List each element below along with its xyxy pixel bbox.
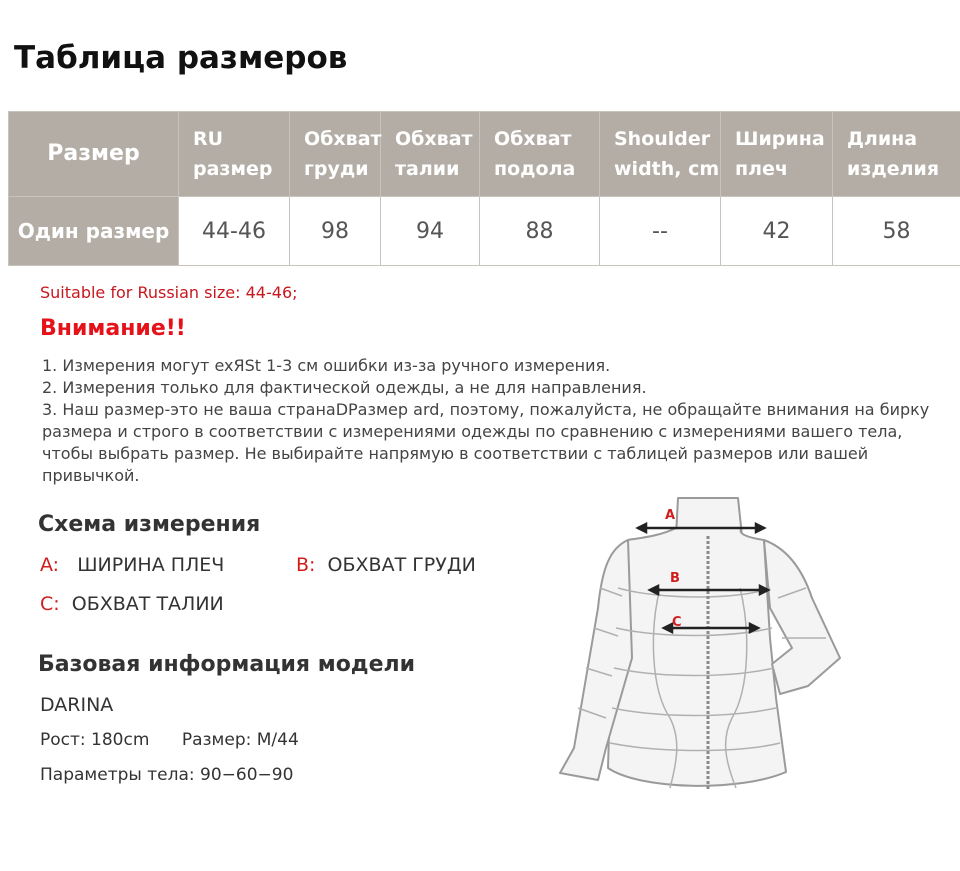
- legend-label: ОБХВАТ ТАЛИИ: [71, 593, 224, 615]
- legend-key: A:: [40, 554, 60, 576]
- height-value: 180cm: [91, 730, 150, 750]
- header-size: Размер: [9, 112, 179, 197]
- legend-label: ШИРИНА ПЛЕЧ: [77, 554, 225, 576]
- note-line: 2. Измерения только для фактической одежды, а не для направления.: [42, 378, 647, 397]
- legend-a: [40, 554, 224, 576]
- size-value: M/44: [256, 730, 299, 750]
- legend-key: C:: [40, 593, 60, 615]
- mark-c: C: [672, 615, 682, 630]
- size-table: [8, 111, 960, 266]
- legend-b: [296, 554, 476, 576]
- right-sleeve-shape: [764, 540, 840, 694]
- header-chest: Обхват груди: [290, 112, 381, 197]
- note-line: 3. Наш размер-это не ваша странаDPазмер ard, поэтому, пожалуйста, не обращайте внимания на бирку: [42, 400, 930, 419]
- model-name: DARINA: [40, 694, 114, 716]
- header-shoulder-width-ru: Ширина плеч: [721, 112, 833, 197]
- model-height-size: [40, 730, 299, 750]
- cell-chest: 98: [290, 197, 381, 266]
- note-line: привычкой.: [42, 466, 140, 485]
- mark-b: B: [670, 571, 680, 586]
- note-line: чтобы выбрать размер. Не выбирайте напрямую в соответствии с таблицей размеров или вашей: [42, 444, 869, 463]
- scheme-heading: Схема измерения: [38, 512, 261, 537]
- legend-c: [40, 593, 224, 615]
- note-line: размера и строго в соответствии с измерениями одежды по сравнению с измерениями вашего тела,: [42, 422, 903, 441]
- cell-length: 58: [833, 197, 960, 266]
- legend-label: ОБХВАТ ГРУДИ: [327, 554, 476, 576]
- header-length: Длина изделия: [833, 112, 960, 197]
- page-title: Таблица размеров: [14, 40, 348, 76]
- header-ru-size: RU размер: [179, 112, 290, 197]
- notes-block: [42, 355, 942, 487]
- params-value: 90−60−90: [200, 765, 294, 785]
- note-line: 1. Измерения могут exЯSt 1-3 см ошибки из-за ручного измерения.: [42, 356, 611, 375]
- jacket-diagram: [550, 488, 850, 798]
- suitable-note: Suitable for Russian size: 44-46;: [40, 283, 298, 302]
- size-label: Размер:: [181, 730, 252, 750]
- cell-shoulder-width: --: [600, 197, 721, 266]
- cell-waist: 94: [381, 197, 480, 266]
- table-header-row: [9, 112, 960, 197]
- model-params: [40, 765, 293, 785]
- height-label: Рост:: [40, 730, 86, 750]
- params-label: Параметры тела:: [40, 765, 195, 785]
- mark-a: A: [665, 508, 676, 523]
- attention-heading: Внимание!!: [40, 316, 186, 341]
- header-shoulder-width: Shoulder width, cm: [600, 112, 721, 197]
- table-row: [9, 197, 960, 266]
- cell-shoulder-width-ru: 42: [721, 197, 833, 266]
- cell-size-name: Один размер: [9, 197, 179, 266]
- cell-hem: 88: [480, 197, 600, 266]
- model-heading: Базовая информация модели: [38, 652, 416, 677]
- legend-key: B:: [296, 554, 316, 576]
- header-hem: Обхват подола: [480, 112, 600, 197]
- header-waist: Обхват талии: [381, 112, 480, 197]
- cell-ru-size: 44-46: [179, 197, 290, 266]
